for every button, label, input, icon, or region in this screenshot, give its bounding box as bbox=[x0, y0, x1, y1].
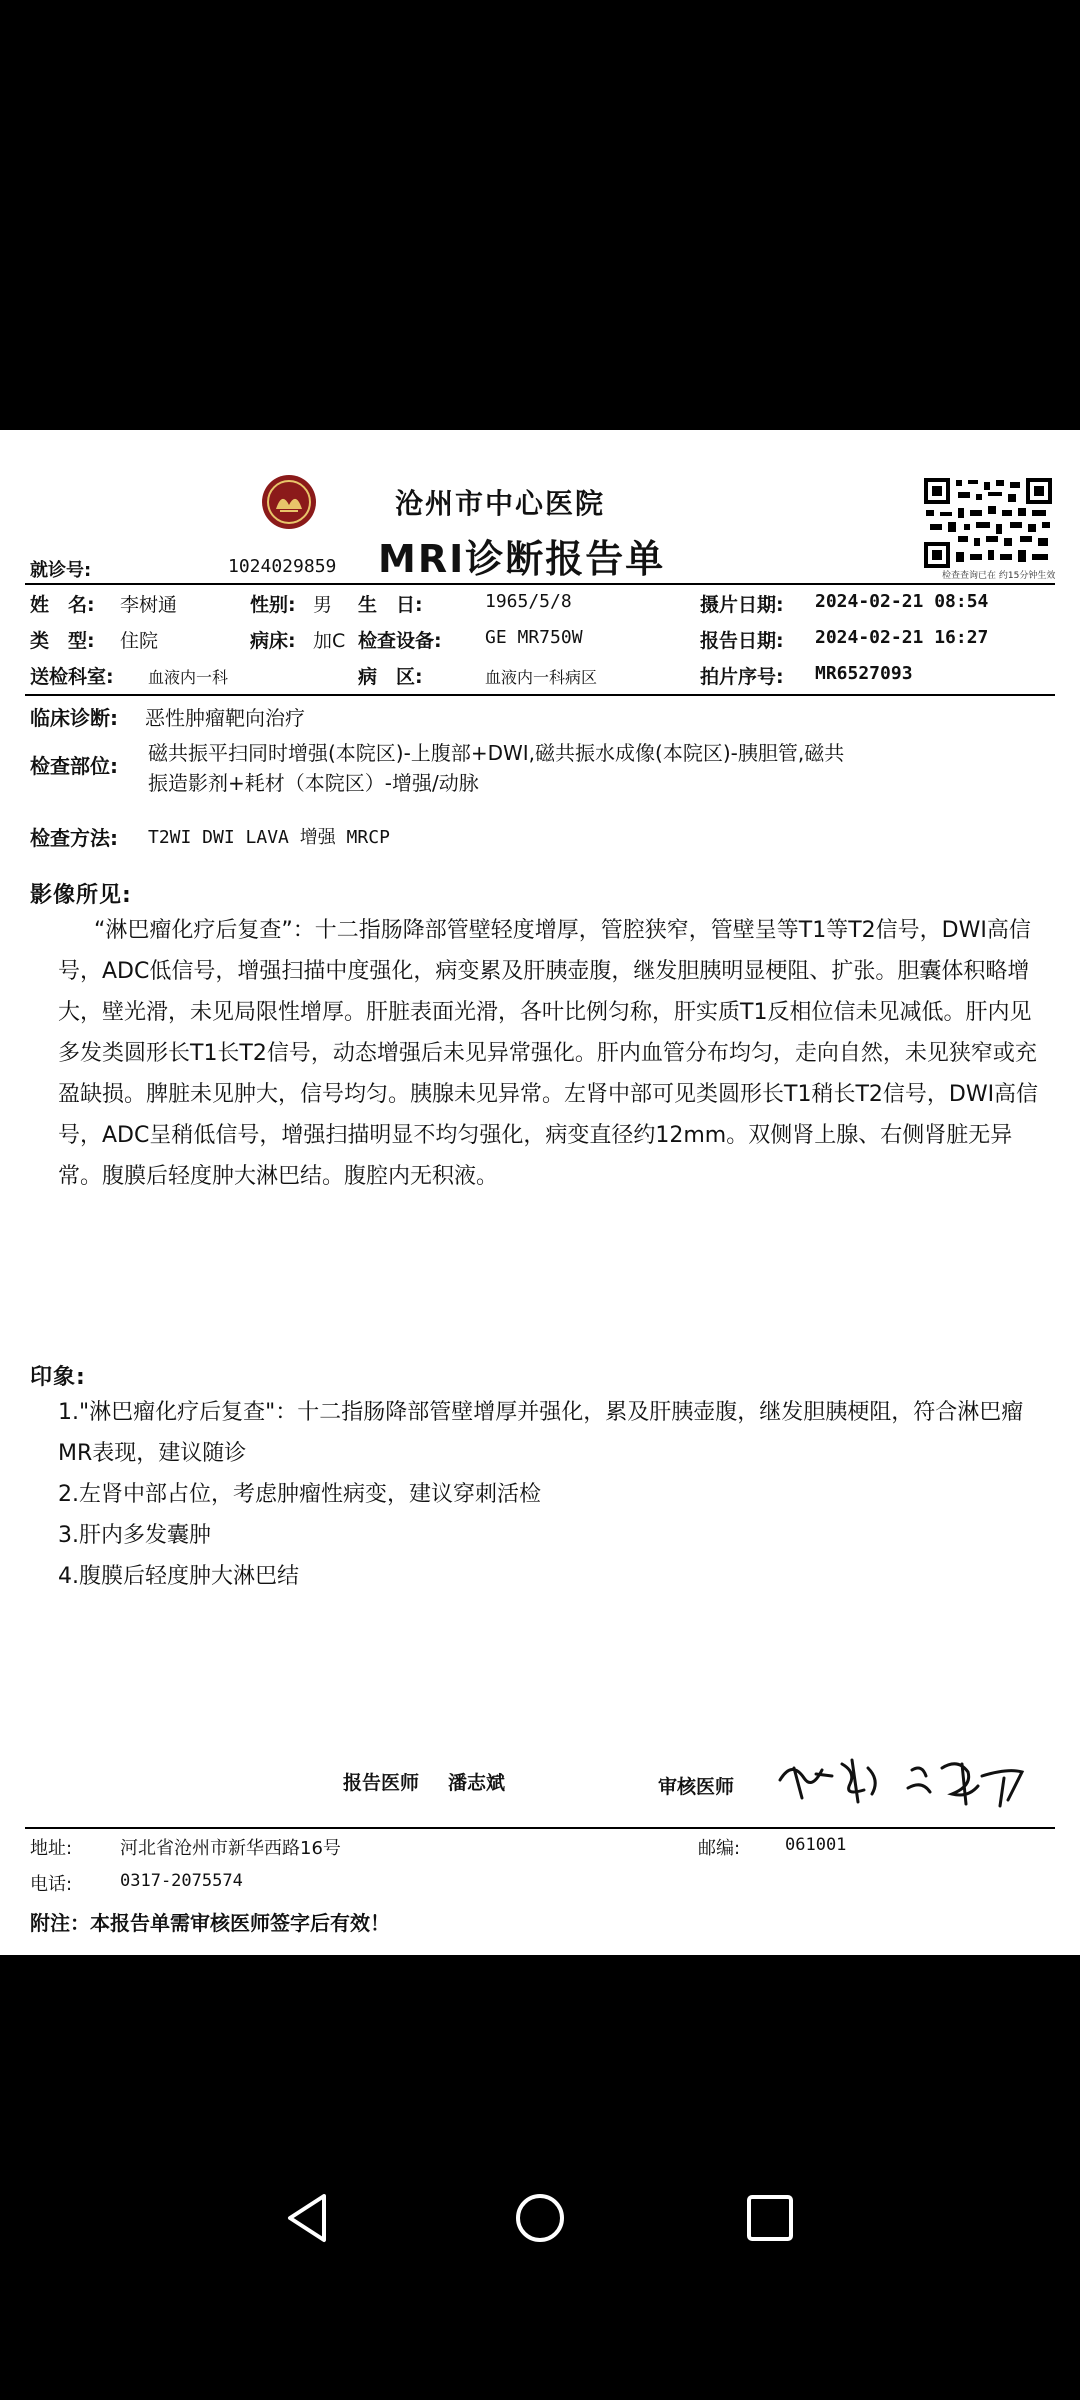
hospital-name: 沧州市中心医院 bbox=[395, 487, 606, 520]
impression-item: 4.腹膜后轻度肿大淋巴结 bbox=[58, 1564, 299, 1589]
method-label: 检查方法: bbox=[30, 826, 118, 850]
dept-value: 血液内一科 bbox=[148, 668, 229, 687]
address-label: 地址: bbox=[30, 1838, 73, 1859]
qr-code bbox=[924, 478, 1052, 568]
type-label: 类 型: bbox=[30, 630, 95, 652]
impression-item: 2.左肾中部占位，考虑肿瘤性病变，建议穿刺活检 bbox=[58, 1482, 541, 1507]
impression-list bbox=[58, 1392, 1053, 1597]
circle-home-icon bbox=[513, 2191, 567, 2245]
phone-value: 0317-2075574 bbox=[120, 1871, 243, 1891]
shoot-date-label: 摄片日期: bbox=[700, 594, 784, 616]
report-document bbox=[0, 430, 1080, 1955]
impression-label: 印象: bbox=[30, 1365, 86, 1390]
visit-no-label: 就诊号: bbox=[30, 560, 92, 581]
impression-item: 1."淋巴瘤化疗后复查"：十二指肠降部管壁增厚并强化，累及肝胰壶腹，继发胆胰梗阻，符合淋巴瘤MR表现，建议随诊 bbox=[58, 1400, 1024, 1466]
method-value: T2WI DWI LAVA 增强 MRCP bbox=[148, 827, 390, 848]
site-line-2: 振造影剂+耗材（本院区）-增强/动脉 bbox=[148, 771, 479, 795]
postcode-value: 061001 bbox=[785, 1835, 847, 1855]
findings-text: “淋巴瘤化疗后复查”：十二指肠降部管壁轻度增厚，管腔狭窄，管壁呈等T1等T2信号，DWI高信号，ADC低信号，增强扫描中度强化，病变累及肝胰壶腹，继发胆胰明显梗阻、扩张。胆囊体积略增大，壁光滑，未见局限性增厚。肝脏表面光滑，各叶比例匀称，肝实质T1反相位信未见减低。肝内见多发类圆形长T1长T2信号，动态增强后未见异常强化。肝内血管分布均匀，走向自然，未见狭窄或充盈缺损。脾脏未见肿大，信号均匀。胰腺未见异常。左肾中部可见类圆形长T1稍长T2信号，DWI高信号，ADC呈稍低信号，增强扫描明显不均匀强化，病变直径约12mm。双侧肾上腺、右侧肾脏无异常。腹膜后轻度肿大淋巴结。腹腔内无积液。 bbox=[58, 918, 1039, 1189]
reporter-name: 潘志斌 bbox=[448, 1772, 506, 1794]
site-label: 检查部位: bbox=[30, 754, 118, 778]
film-no-value: MR6527093 bbox=[815, 663, 913, 684]
recents-button[interactable] bbox=[745, 2193, 795, 2243]
validity-note: 附注：本报告单需审核医师签字后有效！ bbox=[30, 1911, 390, 1935]
sex-label: 性别: bbox=[250, 594, 296, 616]
ward-value: 血液内一科病区 bbox=[485, 668, 598, 687]
reviewer-label: 审核医师 bbox=[658, 1776, 735, 1798]
sex-value: 男 bbox=[313, 594, 333, 616]
address-value: 河北省沧州市新华西路16号 bbox=[120, 1838, 341, 1859]
device-label: 检查设备: bbox=[358, 630, 442, 652]
type-value: 住院 bbox=[120, 630, 159, 652]
reporter-label: 报告医师 bbox=[343, 1772, 420, 1794]
home-button[interactable] bbox=[513, 2191, 567, 2245]
report-date-value: 2024-02-21 16:27 bbox=[815, 627, 989, 648]
dob-label: 生 日: bbox=[358, 594, 423, 616]
shoot-date-value: 2024-02-21 08:54 bbox=[815, 591, 989, 612]
bed-label: 病床: bbox=[250, 630, 296, 652]
impression-item: 3.肝内多发囊肿 bbox=[58, 1523, 211, 1548]
triangle-back-icon bbox=[282, 2190, 332, 2246]
qr-caption: 检查查询已在 约15分钟生效 bbox=[942, 571, 1056, 581]
dept-label: 送检科室: bbox=[30, 666, 114, 688]
diagnosis-label: 临床诊断: bbox=[30, 706, 118, 730]
visit-no-value: 1024029859 bbox=[228, 556, 337, 577]
diagnosis-value: 恶性肿瘤靶向治疗 bbox=[145, 706, 305, 730]
bed-value: 加C bbox=[313, 630, 346, 652]
phone-label: 电话: bbox=[30, 1874, 73, 1895]
name-value: 李树通 bbox=[120, 594, 178, 616]
site-line-1: 磁共振平扫同时增强(本院区)-上腹部+DWI,磁共振水成像(本院区)-胰胆管,磁共 bbox=[148, 741, 845, 765]
ward-label: 病 区: bbox=[358, 666, 423, 688]
film-no-label: 拍片序号: bbox=[700, 666, 784, 688]
reviewer-signature bbox=[772, 1750, 1042, 1810]
postcode-label: 邮编: bbox=[698, 1838, 741, 1859]
report-date-label: 报告日期: bbox=[700, 630, 784, 652]
hospital-logo bbox=[262, 475, 316, 529]
report-title: MRI诊断报告单 bbox=[378, 537, 666, 581]
device-value: GE MR750W bbox=[485, 627, 583, 648]
name-label: 姓 名: bbox=[30, 594, 95, 616]
info-divider bbox=[25, 694, 1055, 696]
footer-divider bbox=[25, 1827, 1055, 1829]
back-button[interactable] bbox=[282, 2190, 332, 2246]
header-divider bbox=[25, 583, 1055, 585]
square-recents-icon bbox=[745, 2193, 795, 2243]
dob-value: 1965/5/8 bbox=[485, 591, 572, 612]
findings-label: 影像所见: bbox=[30, 883, 132, 908]
